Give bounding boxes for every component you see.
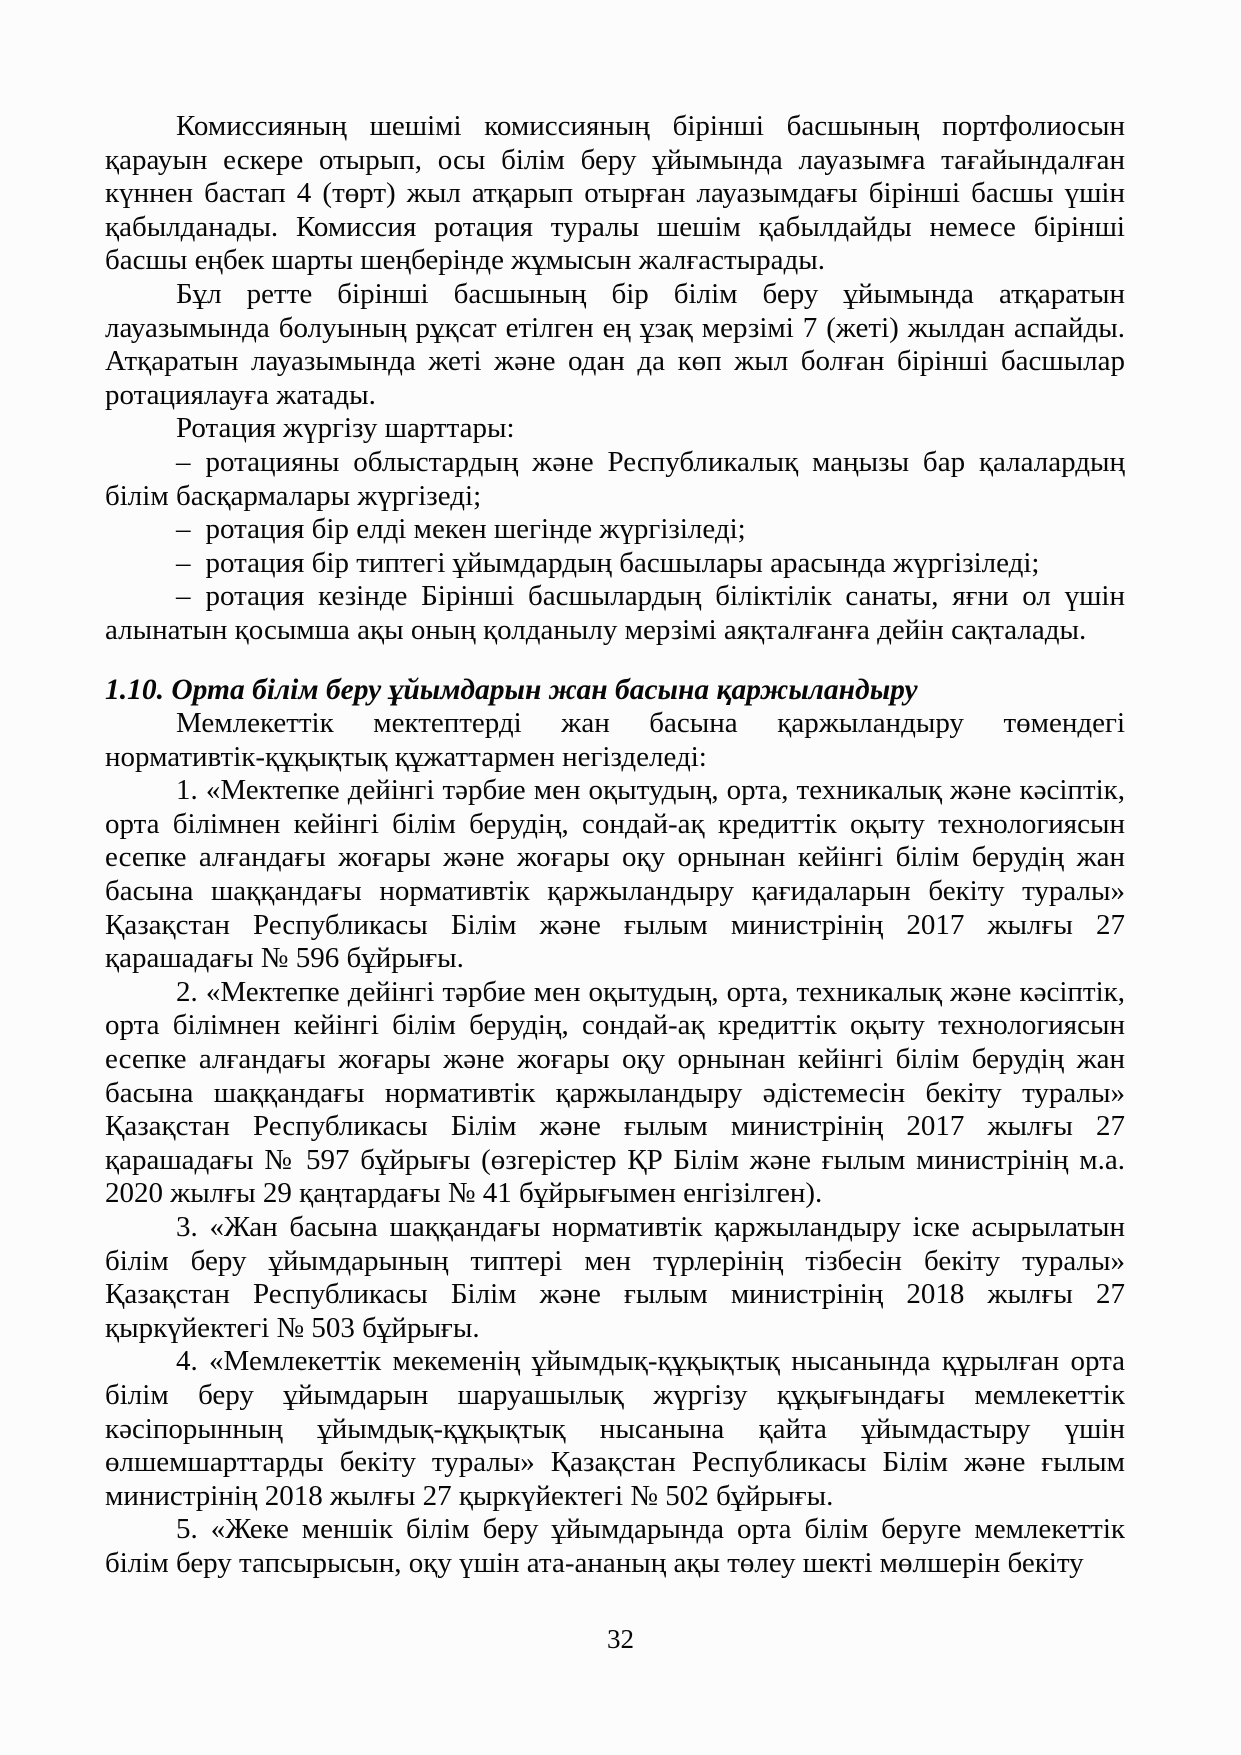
- numbered-item: 2. «Мектепке дейінгі тәрбие мен оқытудың, орта, техникалық және кәсіптік, орта білімнен кейінгі білім берудің, сондай-ақ кредиттік оқыту технологиясын есепке алғандағы жоғары және жоғары оқу орнынан кейінгі білім берудің жан басына шаққандағы нормативтік қаржыландыру әдістемесін бекіту туралы» Қазақстан Республикасы Білім және ғылым министрінің 2017 жылғы 27 қарашадағы № 597 бұйрығы (өзгерістер ҚР Білім және ғылым министрінің м.а. 2020 жылғы 29 қаңтардағы № 41 бұйрығымен енгізілген).: [105, 975, 1125, 1210]
- paragraph: Комиссияның шешімі комиссияның бірінші басшының портфолиосын қарауын ескере отырып, осы білім беру ұйымында лауазымға тағайындалған күннен бастап 4 (төрт) жыл атқарып отырған лауазымдағы бірінші басшы үшін қабылданады. Комиссия ротация туралы шешім қабылдайды немесе бірінші басшы еңбек шарты шеңберінде жұмысын жалғастырады.: [105, 110, 1125, 277]
- section-intro-paragraph: Мемлекеттік мектептерді жан басына қаржыландыру төмендегі нормативтік-құқықтық құжаттармен негізделеді:: [105, 707, 1125, 773]
- list-item-text: ротация бір елді мекен шегінде жүргізіледі;: [205, 513, 746, 546]
- list-item-text: ротация кезінде Бірінші басшылардың біліктілік санаты, яғни ол үшін алынатын қосымша ақы оның қолданылу мерзімі аяқталғанға дейін сақталады.: [105, 580, 1125, 646]
- dash-marker: –: [176, 513, 191, 546]
- dash-marker: –: [176, 445, 191, 478]
- paragraph: Ротация жүргізу шарттары:: [176, 412, 515, 445]
- text-content: [105, 110, 1125, 1581]
- page-number: 32: [607, 1624, 634, 1654]
- dash-list-item: [105, 580, 1125, 647]
- numbered-item: 4. «Мемлекеттік мекеменің ұйымдық-құқықтық нысанында құрылған орта білім беру ұйымдарын шаруашылық жүргізу құқығындағы мемлекеттік кәсіпорынның ұйымдық-құқықтық нысанына қайта ұйымдастыру үшін өлшемшарттарды бекіту туралы» Қазақстан Республикасы Білім және ғылым министрінің 2018 жылғы 27 қыркүйектегі № 502 бұйрығы.: [105, 1345, 1125, 1512]
- paragraph: Бұл ретте бірінші басшының бір білім беру ұйымында атқаратын лауазымында болуының рұқсат етілген ең ұзақ мерзімі 7 (жеті) жылдан аспайды. Атқаратын лауазымында жеті және одан да көп жыл болған бірінші басшылар ротациялауға жатады.: [105, 277, 1125, 411]
- numbered-item: 3. «Жан басына шаққандағы нормативтік қаржыландыру іске асырылатын білім беру ұйымдарының типтері мен түрлерінің тізбесін бекіту туралы» Қазақстан Республикасы Білім және ғылым министрінің 2018 жылғы 27 қыркүйектегі № 503 бұйрығы.: [105, 1211, 1125, 1344]
- dash-list-item: [105, 513, 1125, 547]
- numbered-item: 5. «Жеке меншік білім беру ұйымдарында орта білім беруге мемлекеттік білім беру тапсырысын, оқу үшін ата-ананың ақы төлеу шекті мөлшерін бекіту: [105, 1513, 1125, 1579]
- dash-marker: –: [176, 546, 191, 579]
- section-heading: 1.10. Орта білім беру ұйымдарын жан басына қаржыландыру: [105, 673, 918, 706]
- list-item-text: ротация бір типтегі ұйымдардың басшылары арасында жүргізіледі;: [205, 546, 1040, 579]
- dash-list-item: [105, 547, 1125, 581]
- numbered-item: 1. «Мектепке дейінгі тәрбие мен оқытудың, орта, техникалық және кәсіптік, орта білімнен кейінгі білім берудің, сондай-ақ кредиттік оқыту технологиясын есепке алғандағы жоғары және жоғары оқу орнынан кейінгі білім берудің жан басына шаққандағы нормативтік қаржыландыру қағидаларын бекіту туралы» Қазақстан Республикасы Білім және ғылым министрінің 2017 жылғы 27 қарашадағы № 596 бұйрығы.: [105, 774, 1125, 975]
- list-item-text: ротацияны облыстардың және Республикалық маңызы бар қалалардың білім басқармалары жүргізеді;: [105, 445, 1125, 512]
- dash-list-item: [105, 446, 1125, 513]
- dash-marker: –: [176, 580, 191, 613]
